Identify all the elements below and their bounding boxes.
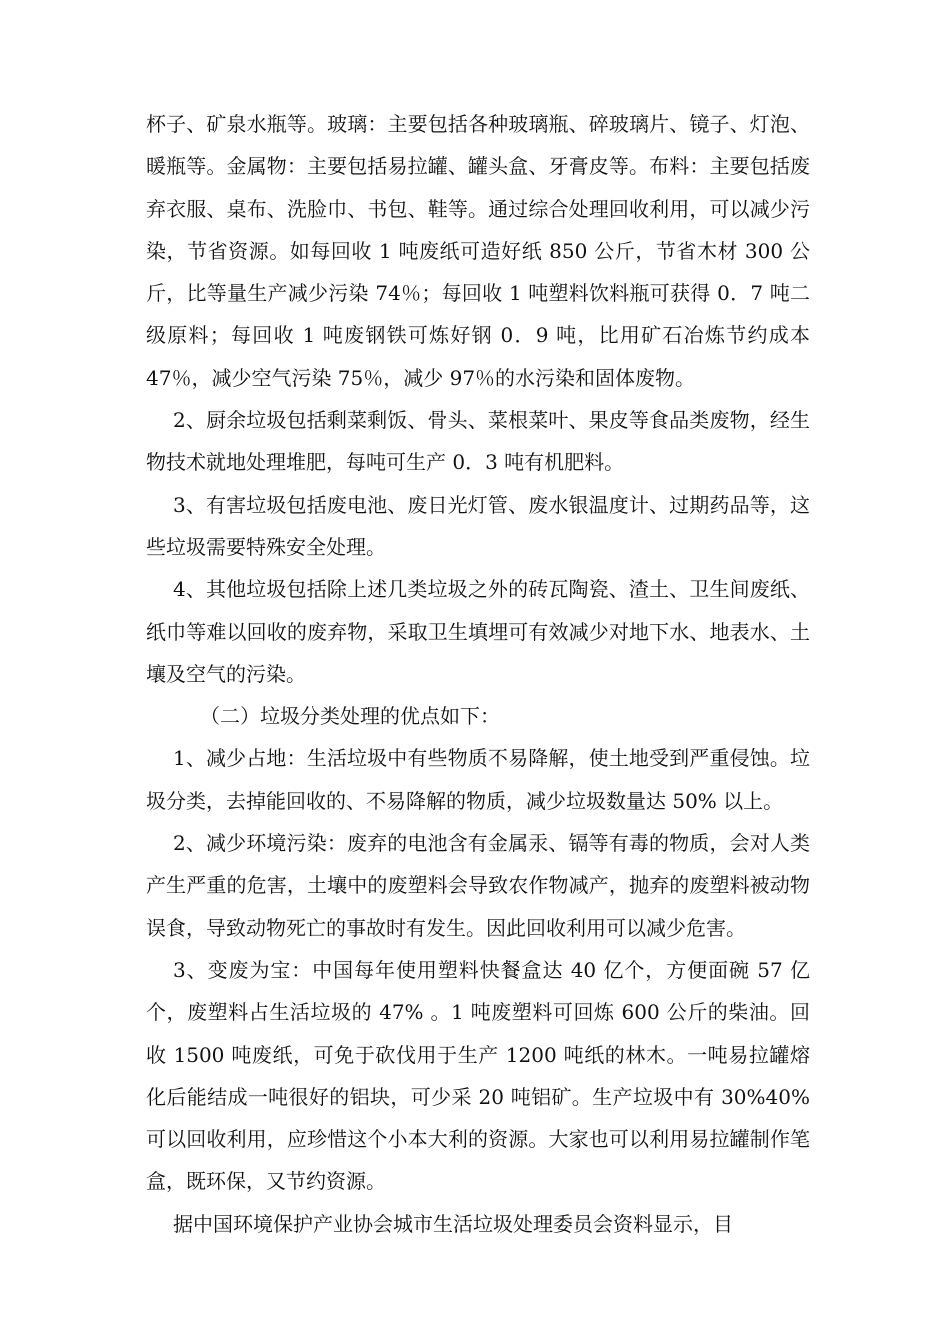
- paragraph-reduce-land-use: 1、减少占地：生活垃圾中有些物质不易降解，使土地受到严重侵蚀。垃圾分类，去掉能回收的、不易降解的物质，减少垃圾数量达 50% 以上。: [146, 746, 810, 813]
- section-heading-advantages: （二）垃圾分类处理的优点如下：: [200, 704, 500, 729]
- paragraph-waste-to-treasure: 3、变废为宝：中国每年使用塑料快餐盒达 40 亿个，方便面碗 57 亿个，废塑料占生活垃圾的 47% 。1 吨废塑料可回炼 600 公斤的柴油。回收 1500 吨废纸，可免于砍伐用于生产 1200 吨纸的林木。一吨易拉罐熔化后能结成一吨很好的铝块，可少采 20 吨铝矿。生产垃圾中有 30%40% 可以回收利用，应珍惜这个小本大利的资源。大家也可以利用易拉罐制作笔盒，既环保，又节约资源。: [146, 957, 810, 1194]
- document-body: [146, 103, 810, 1245]
- paragraph-kitchen-waste: 2、厨余垃圾包括剩菜剩饭、骨头、菜根菜叶、果皮等食品类废物，经生物技术就地处理堆肥，每吨可生产 0．3 吨有机肥料。: [146, 408, 810, 475]
- paragraph-reduce-pollution: 2、减少环境污染：废弃的电池含有金属汞、镉等有毒的物质，会对人类产生严重的危害，土壤中的废塑料会导致农作物减产，抛弃的废塑料被动物误食，导致动物死亡的事故时有发生。因此回收利用可以减少危害。: [146, 831, 810, 940]
- paragraph-other-waste: 4、其他垃圾包括除上述几类垃圾之外的砖瓦陶瓷、渣土、卫生间废纸、纸巾等难以回收的废弃物，采取卫生填埋可有效减少对地下水、地表水、土壤及空气的污染。: [146, 577, 810, 686]
- paragraph-association-data: 据中国环境保护产业协会城市生活垃圾处理委员会资料显示，目: [173, 1211, 733, 1236]
- paragraph-hazardous-waste: 3、有害垃圾包括废电池、废日光灯管、废水银温度计、过期药品等，这些垃圾需要特殊安全处理。: [146, 492, 810, 559]
- paragraph-recyclables-continued: 杯子、矿泉水瓶等。玻璃：主要包括各种玻璃瓶、碎玻璃片、镜子、灯泡、暖瓶等。金属物：主要包括易拉罐、罐头盒、牙膏皮等。布料：主要包括废弃衣服、桌布、洗脸巾、书包、鞋等。通过综合处理回收利用，可以减少污染，节省资源。如每回收 1 吨废纸可造好纸 850 公斤，节省木材 300 公斤，比等量生产减少污染 74％；每回收 1 吨塑料饮料瓶可获得 0．7 吨二级原料；每回收 1 吨废钢铁可炼好钢 0．9 吨，比用矿石冶炼节约成本 47％，减少空气污染 75％，减少 97％的水污染和固体废物。: [146, 112, 810, 390]
